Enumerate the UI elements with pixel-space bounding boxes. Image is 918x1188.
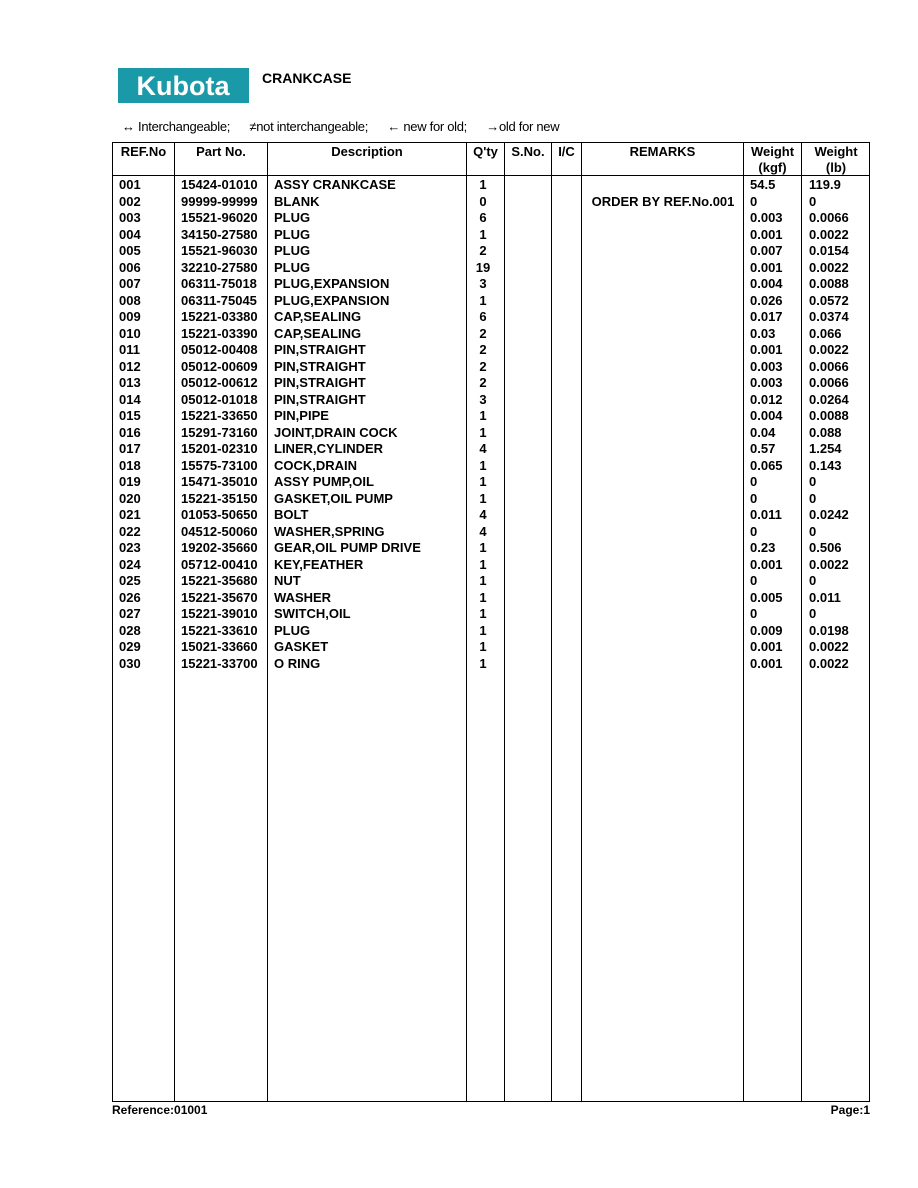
cell-part-no: 04512-50060 xyxy=(181,523,258,539)
cell-weight-lb: 0.0066 xyxy=(809,210,849,225)
cell-ref: 025 xyxy=(119,573,141,588)
cell-weight-kgf: 0.009 xyxy=(750,622,783,638)
table-row xyxy=(113,359,869,376)
cell-description: GASKET xyxy=(274,639,329,654)
cell-qty: 1 xyxy=(479,177,487,192)
cell-part-no: 05012-00612 xyxy=(181,375,258,390)
cell-weight-lb: 0.088 xyxy=(809,424,842,440)
cell-ref: 015 xyxy=(119,408,141,423)
cell-qty: 1 xyxy=(479,408,487,423)
cell-ref: 016 xyxy=(119,424,141,440)
table-row xyxy=(113,573,869,590)
cell-description: GASKET,OIL PUMP xyxy=(274,490,393,506)
footer-page-number: Page:1 xyxy=(830,1103,870,1117)
cell-part-no: 15021-33660 xyxy=(181,639,258,654)
table-row xyxy=(113,656,869,673)
cell-description: PIN,PIPE xyxy=(274,408,329,423)
legend-interchangeable: ↔ Interchangeable; xyxy=(122,119,231,134)
cell-weight-lb: 0 xyxy=(809,606,817,621)
cell-part-no: 15201-02310 xyxy=(181,441,258,456)
cell-weight-kgf: 0.003 xyxy=(750,375,783,390)
cell-part-no: 99999-99999 xyxy=(181,193,258,209)
cell-qty: 2 xyxy=(479,342,487,357)
page-title: CRANKCASE xyxy=(262,70,352,86)
cell-description: WASHER xyxy=(274,589,332,605)
cell-ref: 017 xyxy=(119,441,141,456)
table-row xyxy=(113,540,869,557)
cell-part-no: 01053-50650 xyxy=(181,507,258,522)
cell-part-no: 15471-35010 xyxy=(181,474,258,489)
cell-weight-kgf: 0 xyxy=(750,474,758,489)
cell-qty: 4 xyxy=(479,441,487,456)
cell-ref: 002 xyxy=(119,193,141,209)
cell-qty: 1 xyxy=(479,292,487,308)
table-row xyxy=(113,309,869,326)
cell-description: PLUG xyxy=(274,210,311,225)
cell-part-no: 19202-35660 xyxy=(181,540,258,555)
cell-weight-kgf: 0.001 xyxy=(750,342,783,357)
cell-ref: 018 xyxy=(119,457,141,473)
cell-description: PLUG xyxy=(274,259,311,275)
cell-part-no: 06311-75045 xyxy=(181,292,257,308)
cell-weight-kgf: 0 xyxy=(750,193,758,209)
cell-part-no: 05712-00410 xyxy=(181,556,258,572)
cell-description: PIN,STRAIGHT xyxy=(274,358,366,374)
cell-weight-lb: 0.0066 xyxy=(809,358,849,374)
cell-ref: 005 xyxy=(119,243,141,258)
table-row xyxy=(113,177,869,194)
cell-weight-lb: 0.0022 xyxy=(809,342,849,357)
cell-ref: 019 xyxy=(119,474,141,489)
cell-ref: 027 xyxy=(119,606,141,621)
footer-reference: Reference:01001 xyxy=(112,1103,208,1117)
cell-remarks: ORDER BY REF.No.001 xyxy=(591,193,735,209)
cell-weight-lb: 0.0264 xyxy=(809,391,849,407)
table-row xyxy=(113,227,869,244)
cell-weight-kgf: 0.003 xyxy=(750,358,783,374)
parts-table xyxy=(112,142,870,1102)
header-weight-lb: Weight (lb) xyxy=(814,144,858,175)
cell-qty: 2 xyxy=(479,325,487,341)
cell-weight-lb: 0.011 xyxy=(809,589,841,605)
cell-description: PIN,STRAIGHT xyxy=(274,391,366,407)
cell-qty: 19 xyxy=(475,259,491,275)
table-row xyxy=(113,557,869,574)
cell-qty: 4 xyxy=(479,523,487,539)
cell-qty: 0 xyxy=(479,193,487,209)
cell-description: PIN,STRAIGHT xyxy=(274,375,366,390)
cell-part-no: 15521-96030 xyxy=(181,243,258,258)
cell-description: SWITCH,OIL xyxy=(274,606,351,621)
cell-part-no: 05012-00408 xyxy=(181,342,258,357)
header-ref: REF.No xyxy=(120,144,167,159)
cell-description: JOINT,DRAIN COCK xyxy=(274,424,398,440)
cell-weight-kgf: 0.001 xyxy=(750,655,783,671)
header-ic: I/C xyxy=(558,144,575,159)
cell-weight-kgf: 0.003 xyxy=(750,210,783,225)
cell-description: ASSY CRANKCASE xyxy=(274,177,396,192)
table-row xyxy=(113,260,869,277)
cell-weight-lb: 1.254 xyxy=(809,441,842,456)
cell-weight-lb: 0.0088 xyxy=(809,276,849,291)
cell-weight-lb: 0.0198 xyxy=(809,622,849,638)
cell-qty: 4 xyxy=(479,507,487,522)
cell-ref: 023 xyxy=(119,540,141,555)
cell-weight-lb: 0.0066 xyxy=(809,375,849,390)
cell-qty: 2 xyxy=(479,358,487,374)
cell-ref: 009 xyxy=(119,309,141,324)
header-sno: S.No. xyxy=(511,144,545,159)
cell-ref: 010 xyxy=(119,325,141,341)
cell-qty: 1 xyxy=(479,540,487,555)
cell-weight-kgf: 0.23 xyxy=(750,540,776,555)
cell-part-no: 15521-96020 xyxy=(181,210,258,225)
header-remarks: REMARKS xyxy=(629,144,696,159)
cell-description: PLUG xyxy=(274,243,311,258)
cell-weight-lb: 0.0374 xyxy=(809,309,849,324)
cell-qty: 6 xyxy=(479,309,487,324)
cell-qty: 2 xyxy=(479,243,487,258)
cell-ref: 012 xyxy=(119,358,141,374)
cell-weight-kgf: 0.03 xyxy=(750,325,776,341)
table-row xyxy=(113,194,869,211)
cell-ref: 030 xyxy=(119,655,141,671)
table-row xyxy=(113,210,869,227)
cell-part-no: 15575-73100 xyxy=(181,457,258,473)
cell-description: PLUG,EXPANSION xyxy=(274,292,390,308)
table-row xyxy=(113,276,869,293)
cell-weight-kgf: 0.001 xyxy=(750,226,783,242)
cell-weight-lb: 0.506 xyxy=(809,540,842,555)
cell-qty: 1 xyxy=(479,490,487,506)
header-part-no: Part No. xyxy=(196,144,246,159)
cell-weight-lb: 119.9 xyxy=(809,177,841,192)
cell-ref: 001 xyxy=(119,177,141,192)
table-row xyxy=(113,507,869,524)
table-row xyxy=(113,293,869,310)
cell-weight-kgf: 0.011 xyxy=(750,507,782,522)
cell-qty: 1 xyxy=(479,639,487,654)
cell-weight-lb: 0.0022 xyxy=(809,556,849,572)
table-row xyxy=(113,458,869,475)
logo-wordmark: Kubota xyxy=(136,71,230,101)
cell-weight-lb: 0.0022 xyxy=(809,259,849,275)
cell-description: O RING xyxy=(274,655,321,671)
cell-weight-kgf: 0.004 xyxy=(750,408,783,423)
cell-description: NUT xyxy=(274,573,301,588)
cell-qty: 6 xyxy=(479,210,487,225)
cell-weight-lb: 0.066 xyxy=(809,325,842,341)
table-row xyxy=(113,623,869,640)
cell-weight-kgf: 0.001 xyxy=(750,259,783,275)
cell-weight-lb: 0.0022 xyxy=(809,226,849,242)
cell-part-no: 15221-33610 xyxy=(181,622,258,638)
cell-ref: 026 xyxy=(119,589,141,605)
cell-description: LINER,CYLINDER xyxy=(274,441,384,456)
cell-ref: 007 xyxy=(119,276,141,291)
cell-part-no: 15221-35670 xyxy=(181,589,258,605)
header-weight-kgf: Weight (kgf) xyxy=(750,144,795,175)
cell-qty: 1 xyxy=(479,457,487,473)
cell-weight-lb: 0 xyxy=(809,523,817,539)
cell-weight-lb: 0.0242 xyxy=(809,507,849,522)
cell-description: CAP,SEALING xyxy=(274,309,362,324)
cell-weight-kgf: 54.5 xyxy=(750,177,776,192)
cell-ref: 024 xyxy=(119,556,141,572)
table-row xyxy=(113,375,869,392)
legend-new-for-old: ← new for old; xyxy=(387,119,467,134)
cell-qty: 1 xyxy=(479,226,487,242)
cell-weight-kgf: 0.04 xyxy=(750,424,776,440)
table-row xyxy=(113,524,869,541)
cell-description: GEAR,OIL PUMP DRIVE xyxy=(274,540,421,555)
cell-part-no: 15221-33700 xyxy=(181,655,258,671)
cell-weight-lb: 0 xyxy=(809,573,817,588)
cell-weight-kgf: 0.004 xyxy=(750,276,783,291)
cell-qty: 1 xyxy=(479,424,487,440)
cell-weight-kgf: 0.065 xyxy=(750,457,783,473)
header-description: Description xyxy=(331,144,403,159)
cell-part-no: 05012-01018 xyxy=(181,391,258,407)
cell-weight-lb: 0.0154 xyxy=(809,243,849,258)
cell-weight-lb: 0.143 xyxy=(809,457,842,473)
cell-weight-kgf: 0 xyxy=(750,490,758,506)
cell-qty: 1 xyxy=(479,573,487,588)
cell-weight-lb: 0 xyxy=(809,474,817,489)
table-row xyxy=(113,474,869,491)
cell-weight-kgf: 0.007 xyxy=(750,243,783,258)
cell-ref: 013 xyxy=(119,375,141,390)
table-row xyxy=(113,425,869,442)
cell-part-no: 15221-03380 xyxy=(181,309,258,324)
cell-qty: 3 xyxy=(479,276,487,291)
cell-description: PLUG,EXPANSION xyxy=(274,276,390,291)
table-row xyxy=(113,243,869,260)
cell-weight-lb: 0.0088 xyxy=(809,408,849,423)
cell-description: ASSY PUMP,OIL xyxy=(274,474,374,489)
kubota-logo xyxy=(118,68,249,103)
cell-ref: 003 xyxy=(119,210,141,225)
legend-not-interchangeable: ≠not interchangeable; xyxy=(249,119,369,134)
table-row xyxy=(113,392,869,409)
cell-ref: 014 xyxy=(119,391,141,407)
cell-ref: 006 xyxy=(119,259,141,275)
cell-qty: 1 xyxy=(479,474,487,489)
cell-description: WASHER,SPRING xyxy=(274,523,385,539)
cell-part-no: 15221-39010 xyxy=(181,606,258,621)
table-row xyxy=(113,639,869,656)
cell-description: PLUG xyxy=(274,622,311,638)
cell-qty: 1 xyxy=(479,556,487,572)
cell-qty: 1 xyxy=(479,622,487,638)
cell-description: PIN,STRAIGHT xyxy=(274,342,366,357)
cell-part-no: 15221-35150 xyxy=(181,490,258,506)
cell-weight-kgf: 0.017 xyxy=(750,309,783,324)
cell-weight-lb: 0.0022 xyxy=(809,655,849,671)
cell-ref: 020 xyxy=(119,490,141,506)
cell-weight-kgf: 0.012 xyxy=(750,391,783,407)
cell-part-no: 34150-27580 xyxy=(181,226,258,242)
cell-weight-lb: 0.0572 xyxy=(809,292,849,308)
cell-ref: 004 xyxy=(119,226,141,242)
cell-qty: 1 xyxy=(479,589,487,605)
cell-ref: 008 xyxy=(119,292,141,308)
cell-weight-lb: 0 xyxy=(809,193,817,209)
cell-ref: 028 xyxy=(119,622,141,638)
cell-weight-kgf: 0.001 xyxy=(750,556,783,572)
cell-weight-lb: 0 xyxy=(809,490,817,506)
interchangeability-legend xyxy=(122,119,575,134)
cell-description: CAP,SEALING xyxy=(274,325,362,341)
cell-part-no: 05012-00609 xyxy=(181,358,258,374)
cell-qty: 1 xyxy=(479,655,487,671)
cell-ref: 029 xyxy=(119,639,141,654)
cell-part-no: 15221-33650 xyxy=(181,408,258,423)
cell-part-no: 15424-01010 xyxy=(181,177,258,192)
cell-weight-kgf: 0 xyxy=(750,523,758,539)
cell-weight-kgf: 0.026 xyxy=(750,292,783,308)
cell-ref: 021 xyxy=(119,507,141,522)
table-row xyxy=(113,590,869,607)
cell-part-no: 06311-75018 xyxy=(181,276,257,291)
table-row xyxy=(113,441,869,458)
cell-description: BLANK xyxy=(274,193,320,209)
cell-description: BOLT xyxy=(274,507,309,522)
cell-weight-kgf: 0.57 xyxy=(750,441,776,456)
cell-part-no: 15291-73160 xyxy=(181,424,258,440)
cell-part-no: 15221-35680 xyxy=(181,573,258,588)
cell-ref: 011 xyxy=(119,342,140,357)
cell-part-no: 15221-03390 xyxy=(181,325,258,341)
table-row xyxy=(113,326,869,343)
legend-old-for-new: →old for new xyxy=(486,119,560,134)
cell-weight-kgf: 0.005 xyxy=(750,589,783,605)
header-qty: Q'ty xyxy=(473,144,498,159)
cell-qty: 1 xyxy=(479,606,487,621)
table-row xyxy=(113,408,869,425)
cell-ref: 022 xyxy=(119,523,141,539)
cell-weight-kgf: 0 xyxy=(750,606,758,621)
cell-qty: 2 xyxy=(479,375,487,390)
cell-weight-lb: 0.0022 xyxy=(809,639,849,654)
cell-description: PLUG xyxy=(274,226,311,242)
cell-qty: 3 xyxy=(479,391,487,407)
table-row xyxy=(113,491,869,508)
cell-weight-kgf: 0 xyxy=(750,573,758,588)
table-row xyxy=(113,606,869,623)
table-row xyxy=(113,342,869,359)
cell-description: COCK,DRAIN xyxy=(274,457,358,473)
cell-part-no: 32210-27580 xyxy=(181,259,258,275)
cell-weight-kgf: 0.001 xyxy=(750,639,783,654)
cell-description: KEY,FEATHER xyxy=(274,556,364,572)
